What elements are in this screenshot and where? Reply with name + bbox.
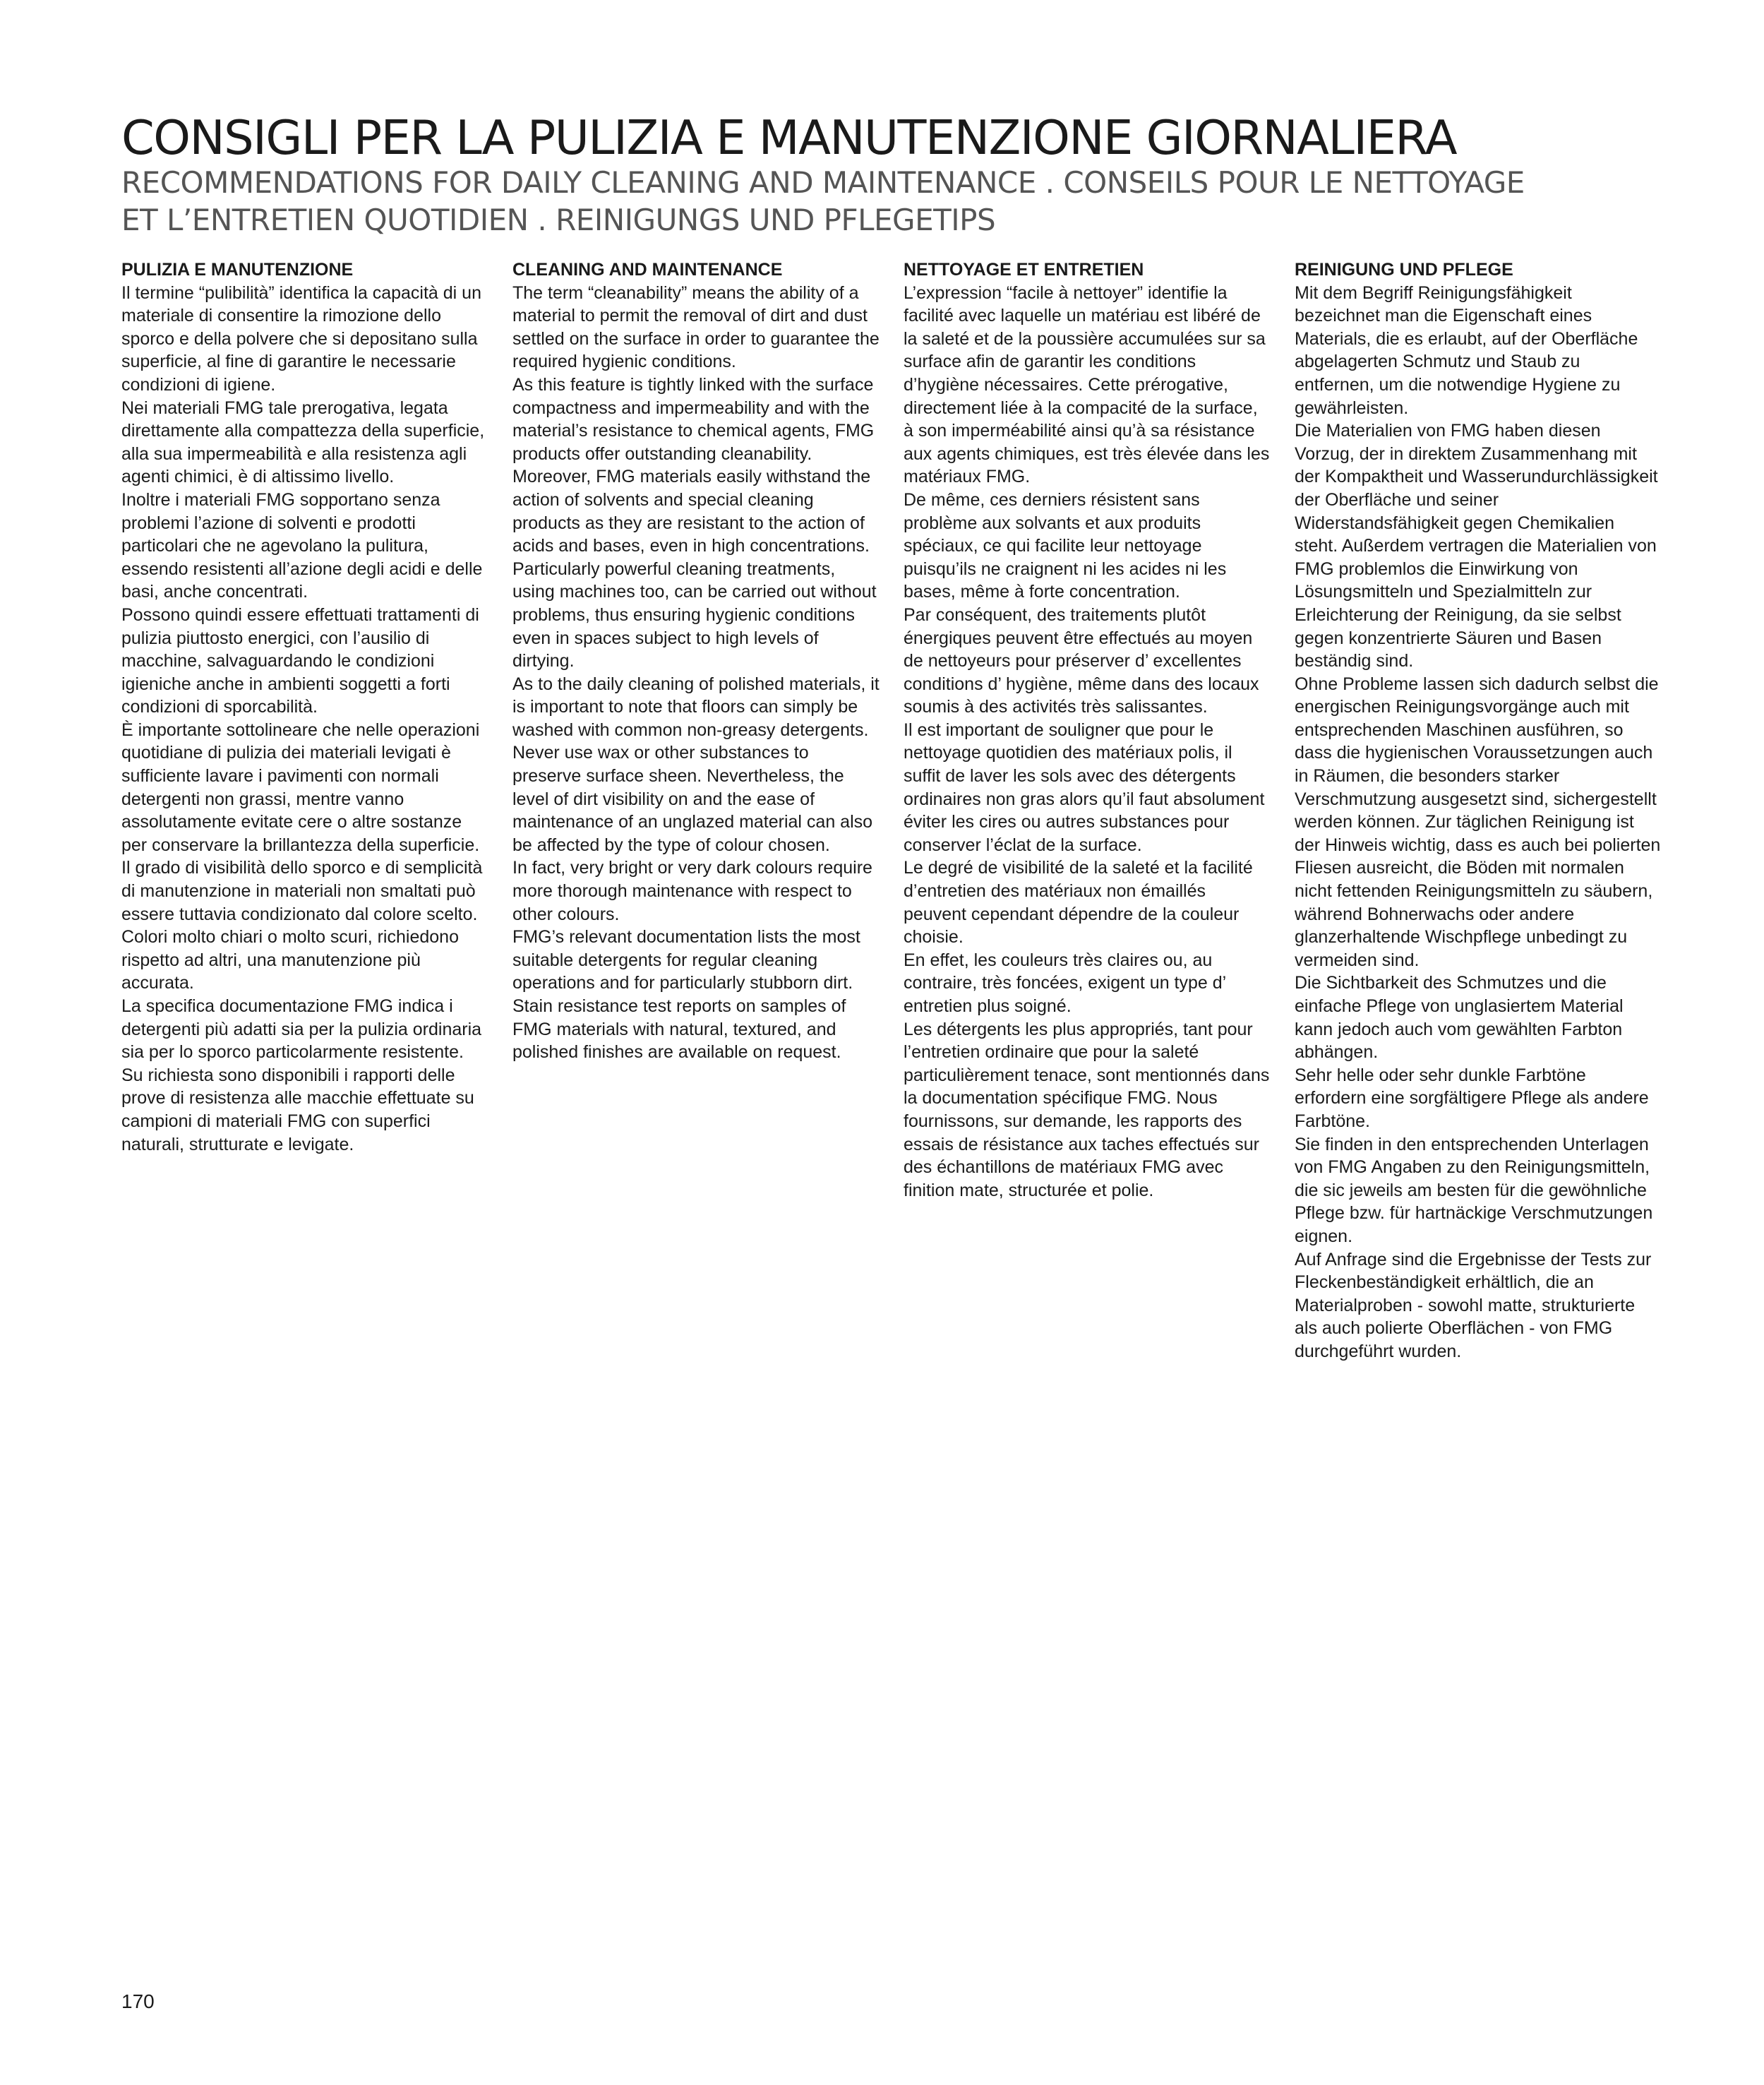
paragraph: Il est important de souligner que pour le nettoyage quotidien des matériaux polis, il suffit de laver les sols avec des détergents ordinaires non gras alors qu’il faut absolument éviter les cires ou autres substances pour conserver l’éclat de la surface. [904,719,1265,855]
paragraph: Les détergents les plus appropriés, tant pour l’entretien ordinaire que pour la saleté particulièrement tenace, sont mentionnés dans la documentation spécifique FMG. Nous fournissons, sur demande, les rapports des essais de résistance aux taches effectués sur des échantillons de matériaux FMG avec finition mate, structurée et polie. [904,1019,1270,1200]
paragraph: FMG’s relevant documentation lists the most suitable detergents for regular cleaning operations and for particularly stubborn dirt. [512,927,860,993]
paragraph: Il grado di visibilità dello sporco e di semplicità di manutenzione in materiali non smaltati può essere tuttavia condizionato dal colore scelto. [121,858,483,924]
paragraph: Possono quindi essere effettuati trattamenti di pulizia piuttosto energici, con l’ausilio di macchine, salvaguardando le condizioni igieniche anche in ambienti soggetti a forti condizioni di sporcabilità. [121,604,479,717]
paragraph: Die Materialien von FMG haben diesen Vorzug, der in direktem Zusammenhang mit der Kompaktheit und Wasserundurchlässigkeit der Oberfläche und seiner Widerstandsfähigkeit gegen Chemikalien steht. Außerdem vertragen die Materialien von FMG problemlos die Einwirkung von Lösungsmitteln und Spezialmitteln zur Erleichterung der Reinigung, da sie selbst gegen konzentrierte Säuren und Basen beständig sind. [1295,421,1658,671]
paragraph: Moreover, FMG materials easily withstand the action of solvents and special cleaning products as they are resistant to the action of acids and bases, even in high concentrations. [512,467,871,556]
column-heading: PULIZIA E MANUTENZIONE [121,260,354,280]
column-heading: NETTOYAGE ET ENTRETIEN [904,260,1144,280]
column-heading: CLEANING AND MAINTENANCE [512,260,783,280]
column-italian [121,258,488,1156]
paragraph: La specifica documentazione FMG indica i detergenti più adatti sia per la pulizia ordinaria sia per lo sporco particolarmente resistente. Su richiesta sono disponibili i rapporti delle prove di resistenza alle macchie effettuate su campioni di materiali FMG con superfici naturali, strutturate e levigate. [121,996,482,1154]
column-french [904,258,1271,1202]
paragraph: Sehr helle oder sehr dunkle Farbtöne erfordern eine sorgfältigere Pflege als andere Farbtöne. [1295,1065,1649,1131]
paragraph: En effet, les couleurs très claires ou, au contraire, très foncées, exigent un type d’ entretien plus soigné. [904,950,1226,1016]
paragraph: As to the daily cleaning of polished materials, it is important to note that floors can simply be washed with common non-greasy detergents. [512,674,880,740]
paragraph: Inoltre i materiali FMG sopportano senza problemi l’azione di solventi e prodotti particolari che ne agevolano la pulitura, essendo resistenti all’azione degli acidi e delle basi, anche concentrati. [121,489,483,602]
paragraph: Sie finden in den entsprechenden Unterlagen von FMG Angaben zu den Reinigungsmitteln, die sic jeweils am besten für die gewöhnliche Pflege bzw. für hartnäckige Verschmutzungen eignen. [1295,1134,1653,1246]
column-german [1295,258,1662,1363]
paragraph: Le degré de visibilité de la saleté et la facilité d’entretien des matériaux non émaillés peuvent cependant dépendre de la couleur choisie. [904,858,1253,948]
paragraph: Par conséquent, des traitements plutôt énergiques peuvent être effectués au moyen de nettoyeurs pour préserver d’ excellentes conditions d’ hygiène, même dans des locaux soumis à des activités très salissantes. [904,604,1259,717]
paragraph: È importante sottolineare che nelle operazioni quotidiane di pulizia dei materiali levigati è sufficiente lavare i pavimenti con normali detergenti non grassi, mentre vanno assolutamente evitate cere o altre sostanze per conservare la brillantezza della superficie. [121,719,480,855]
paragraph: As this feature is tightly linked with the surface compactness and impermeability and with the material’s resistance to chemical agents, FMG products offer outstanding cleanability. [512,374,875,464]
paragraph: Mit dem Begriff Reinigungsfähigkeit bezeichnet man die Eigenschaft eines Materials, die es erlaubt, auf der Oberfläche abgelagerten Schmutz und Staub zu entfernen, um die notwendige Hygiene zu gewährleisten. [1295,282,1638,418]
paragraph: Colori molto chiari o molto scuri, richiedono rispetto ad altri, una manutenzione più accurata. [121,927,459,993]
paragraph: Nei materiali FMG tale prerogativa, legata direttamente alla compattezza della superficie, alla sua impermeabilità e alla resistenza agli agenti chimici, è di altissimo livello. [121,398,485,487]
paragraph: The term “cleanability” means the ability of a material to permit the removal of dirt and dust settled on the surface in order to guarantee the required hygienic conditions. [512,282,880,372]
paragraph: De même, ces derniers résistent sans problème aux solvants et aux produits spéciaux, ce qui facilite leur nettoyage puisqu’ils ne craignent ni les acides ni les bases, même à forte concentration. [904,489,1227,602]
paragraph: Die Sichtbarkeit des Schmutzes und die einfache Pflege von unglasiertem Material kann jedoch auch vom gewählten Farbton abhängen. [1295,973,1624,1063]
page-number: 170 [121,1990,155,2012]
paragraph: Particularly powerful cleaning treatments, using machines too, can be carried out without problems, thus ensuring hygienic conditions even in spaces subject to high levels of dirtying. [512,558,877,671]
column-heading: REINIGUNG UND PFLEGE [1295,260,1513,280]
page-title: CONSIGLI PER LA PULIZIA E MANUTENZIONE GIORNALIERA [121,110,1457,165]
subtitle-line-1: RECOMMENDATIONS FOR DAILY CLEANING AND MAINTENANCE . CONSEILS POUR LE NETTOYAGE [121,165,1525,200]
paragraph: Il termine “pulibilità” identifica la capacità di un materiale di consentire la rimozione dello sporco e della polvere che si depositano sulla superficie, al fine di garantire le necessarie condizioni di igiene. [121,282,481,395]
column-english [512,258,880,1064]
paragraph: In fact, very bright or very dark colours require more thorough maintenance with respect to other colours. [512,858,872,924]
subtitle-line-2: ET L’ENTRETIEN QUOTIDIEN . REINIGUNGS UND PFLEGETIPS [121,203,996,237]
paragraph: Auf Anfrage sind die Ergebnisse der Tests zur Fleckenbeständigkeit erhältlich, die an Materialproben - sowohl matte, strukturierte als auch polierte Oberflächen - von FMG durchgeführt wurden. [1295,1249,1652,1361]
paragraph: L’expression “facile à nettoyer” identifie la facilité avec laquelle un matériau est libéré de la saleté et de la poussière accumulées sur sa surface afin de garantir les conditions d’hygiène nécessaires. Cette prérogative, directement liée à la compacité de la surface, à son imperméabilité ainsi qu’à sa résistance aux agents chimiques, est très élevée dans les matériaux FMG. [904,282,1270,487]
paragraph: Ohne Probleme lassen sich dadurch selbst die energischen Reinigungsvorgänge auch mit entsprechenden Maschinen ausführen, so dass die hygienischen Voraussetzungen auch in Räumen, die besonders starker Verschmutzung ausgesetzt sind, sichergestellt werden können. Zur täglichen Reinigung ist der Hinweis wichtig, dass es auch bei polierten Fliesen ausreicht, die Böden mit normalen nicht fettenden Reinigungsmitteln zu säubern, während Bohnerwachs oder andere glanzerhaltende Wischpflege unbedingt zu vermeiden sind. [1295,674,1661,970]
paragraph: Never use wax or other substances to preserve surface sheen. Nevertheless, the level of dirt visibility on and the ease of maintenance of an unglazed material can also be affected by the type of colour chosen. [512,743,873,855]
page-subtitle [121,164,1525,239]
paragraph: Stain resistance test reports on samples of FMG materials with natural, textured, and polished finishes are available on request. [512,996,846,1063]
